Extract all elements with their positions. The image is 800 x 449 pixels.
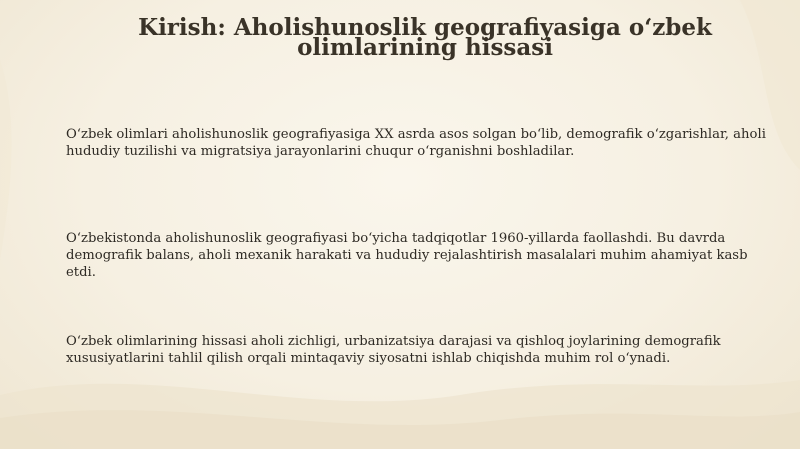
paragraph-3: O‘zbek olimlarining hissasi aholi zichligi, urbanizatsiya darajasi va qishloq joylarining demografik xususiyatlarini tahlil qilish orqali mintaqaviy siyosatni ishlab chiqishda muhim rol o‘ynadi. (66, 334, 721, 366)
paragraph-2: O‘zbekistonda aholishunoslik geografiyasi bo‘yicha tadqiqotlar 1960-yillarda faollashdi. Bu davrda demografik balans, aholi mexanik harakati va hududiy rejalashtirish masalalari muhim ahamiyat kasb etdi. (66, 231, 748, 280)
paragraph-1: O‘zbek olimlari aholishunoslik geografiyasiga XX asrda asos solgan bo‘lib, demografik o‘zgarishlar, aholi hududiy tuzilishi va migratsiya jarayonlarini chuqur o‘rganishni boshladilar. (66, 127, 766, 159)
slide-title: Kirish: Aholishunoslik geografiyasiga o‘zbek olimlarining hissasi (138, 14, 712, 61)
